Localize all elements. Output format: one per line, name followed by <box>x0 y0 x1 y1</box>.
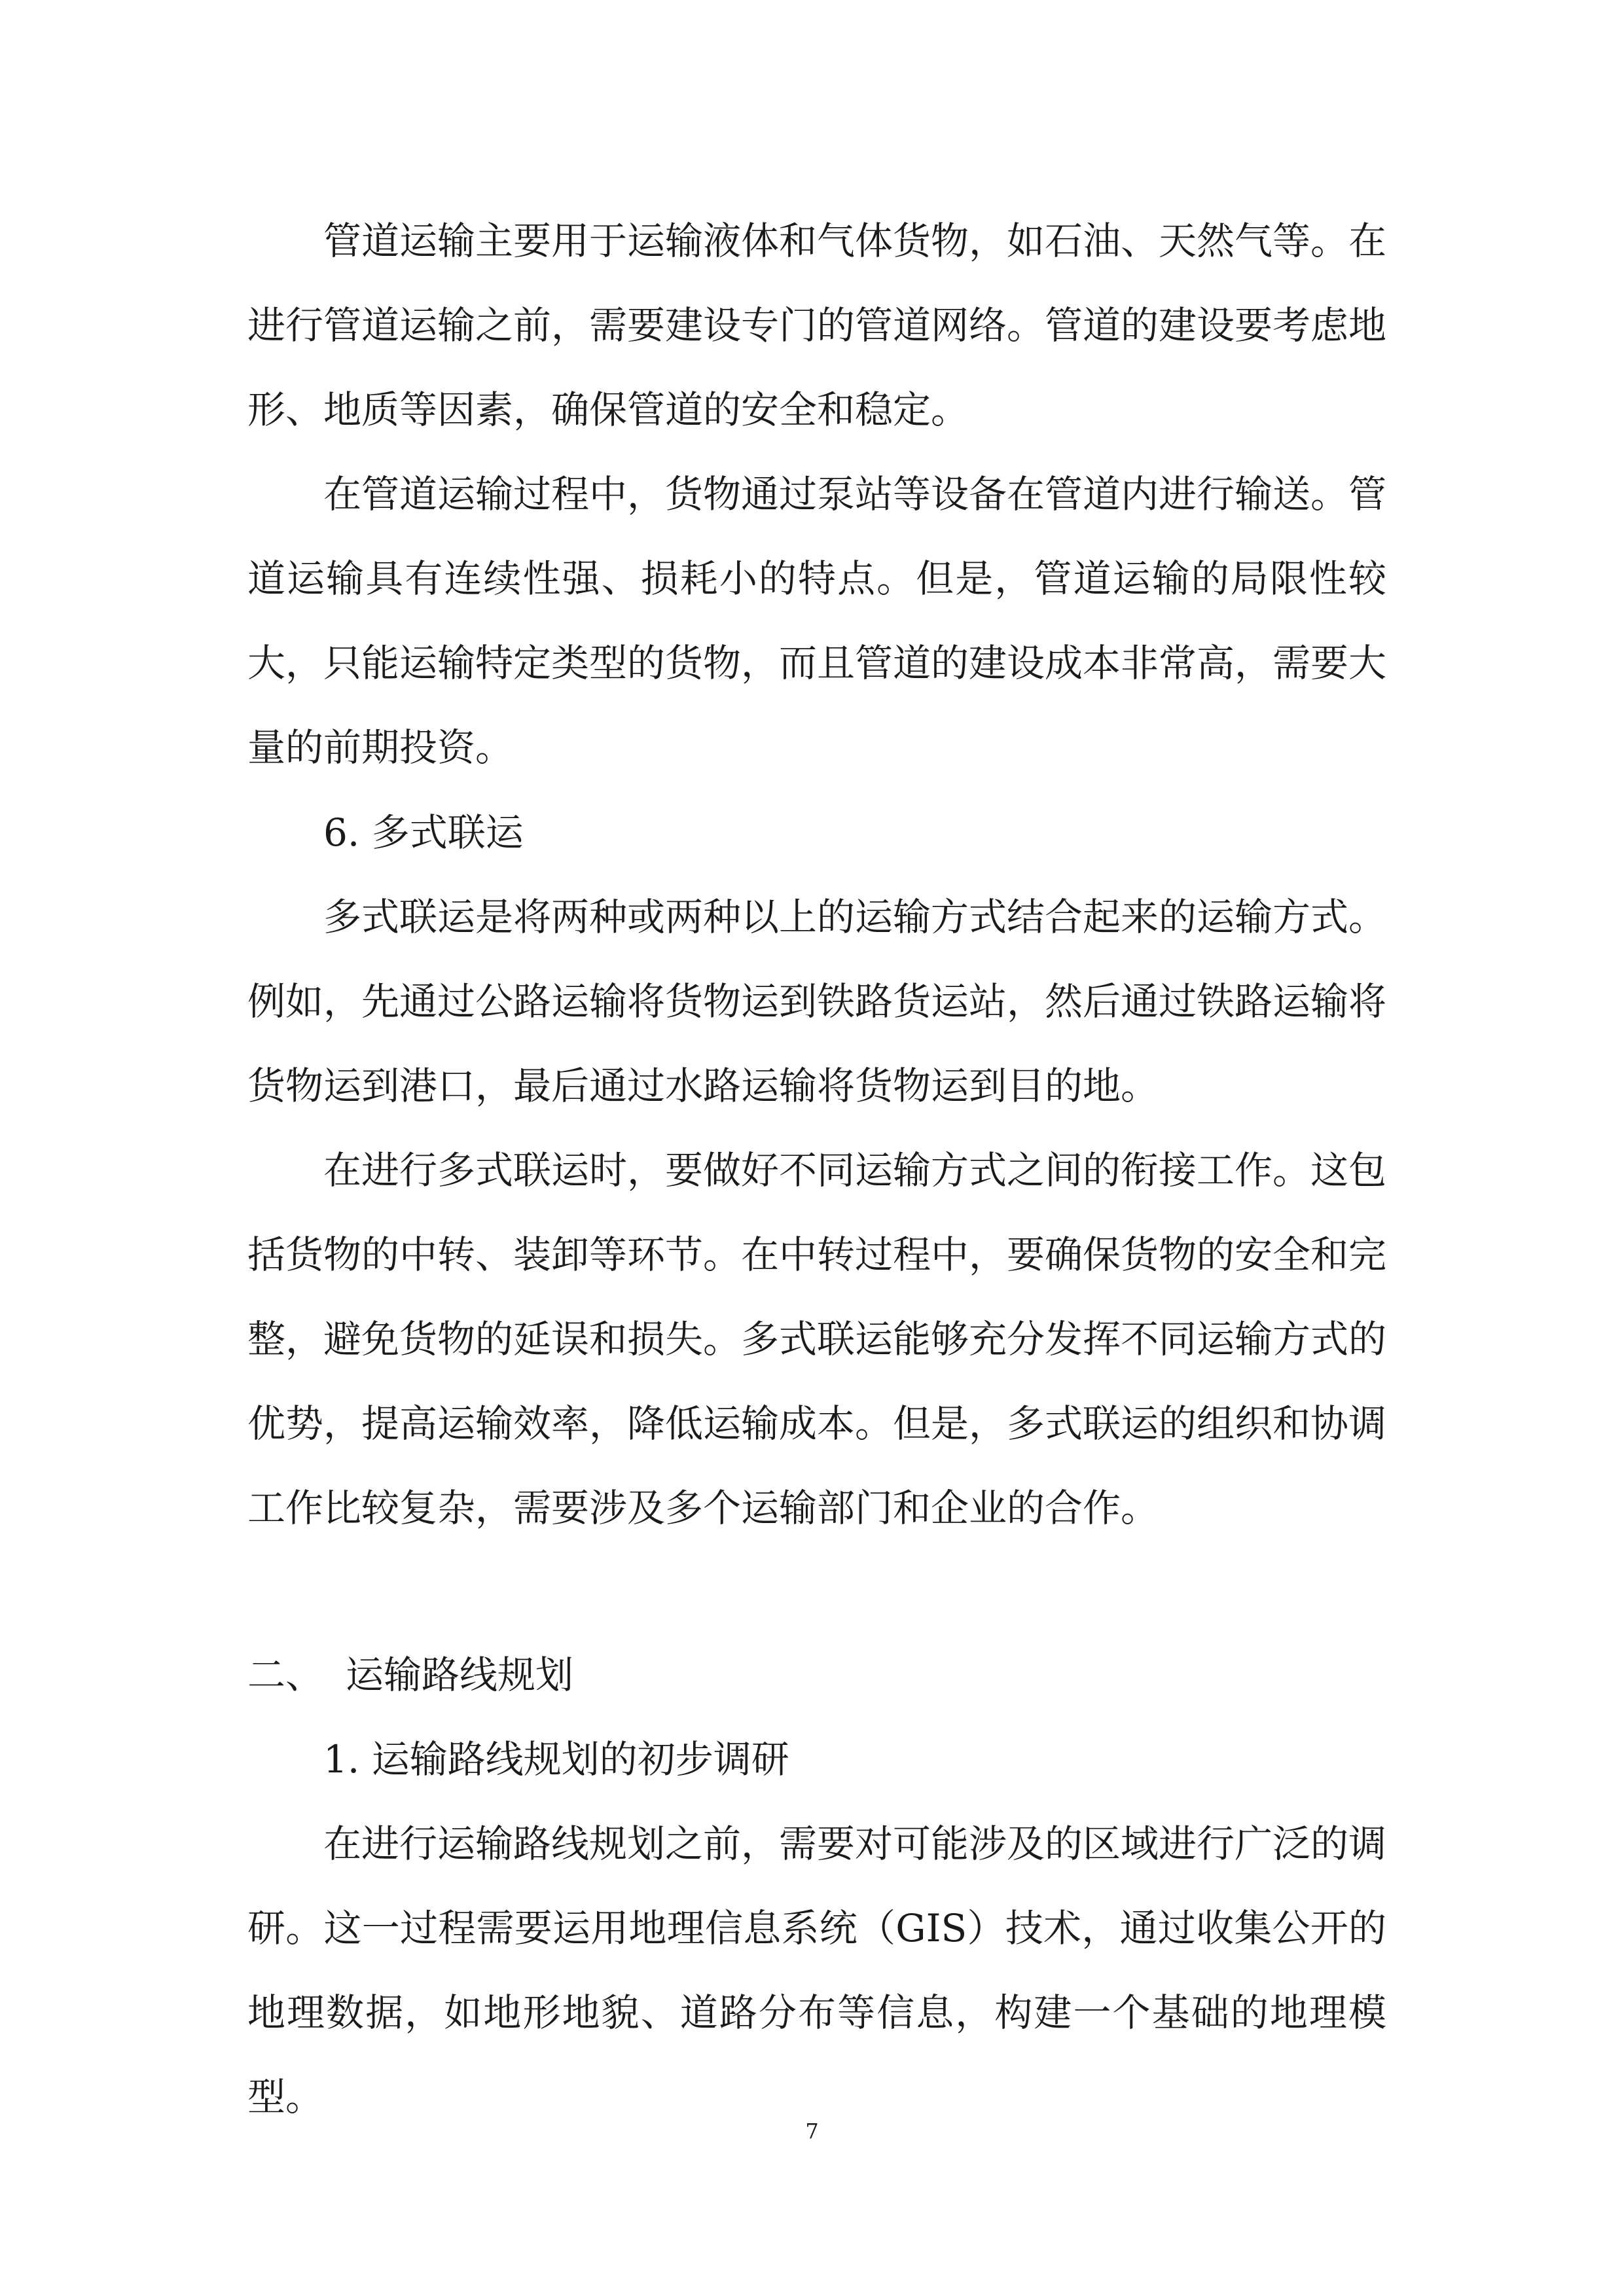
paragraph-pipeline-process: 在管道运输过程中，货物通过泵站等设备在管道内进行输送。管道运输具有连续性强、损耗小的特点。但是，管道运输的局限性较大，只能运输特定类型的货物，而且管道的建设成本非常高，需要大量的前期投资。 <box>247 472 1387 770</box>
subheading-multimodal <box>323 791 524 875</box>
paragraph-survey: 在进行运输路线规划之前，需要对可能涉及的区域进行广泛的调研。这一过程需要运用地理信息系统（GIS）技术，通过收集公开的地理数据，如地形地貌、道路分布等信息，构建一个基础的地理模型。 <box>247 1821 1387 2119</box>
text-block-multimodal <box>247 875 1386 1551</box>
section-heading-text <box>247 1633 573 1717</box>
paragraph-multimodal-process: 在进行多式联运时，要做好不同运输方式之间的衔接工作。这包括货物的中转、装卸等环节。在中转过程中，要确保货物的安全和完整，避免货物的延误和损失。多式联运能够充分发挥不同运输方式的优势，提高运输效率，降低运输成本。但是，多式联运的组织和协调工作比较复杂，需要涉及多个运输部门和企业的合作。 <box>247 1148 1387 1530</box>
section-number: 二、 <box>247 1653 324 1697</box>
subheading-multimodal-text: 6. 多式联运 <box>323 810 524 855</box>
subheading-initial-survey <box>323 1717 789 1802</box>
subheading-initial-survey-text: 1. 运输路线规划的初步调研 <box>323 1737 789 1782</box>
section-heading-route-planning <box>247 1633 573 1717</box>
text-block-pipeline <box>247 199 1386 790</box>
paragraph-multimodal-intro: 多式联运是将两种或两种以上的运输方式结合起来的运输方式。例如，先通过公路运输将货物运到铁路货运站，然后通过铁路运输将货物运到港口，最后通过水路运输将货物运到目的地。 <box>247 895 1387 1108</box>
paragraph-pipeline-intro: 管道运输主要用于运输液体和气体货物，如石油、天然气等。在进行管道运输之前，需要建设专门的管道网络。管道的建设要考虑地形、地质等因素，确保管道的安全和稳定。 <box>247 219 1387 432</box>
text-block-survey <box>247 1802 1386 2140</box>
section-title: 运输路线规划 <box>346 1653 574 1697</box>
page-number: 7 <box>805 2119 819 2144</box>
